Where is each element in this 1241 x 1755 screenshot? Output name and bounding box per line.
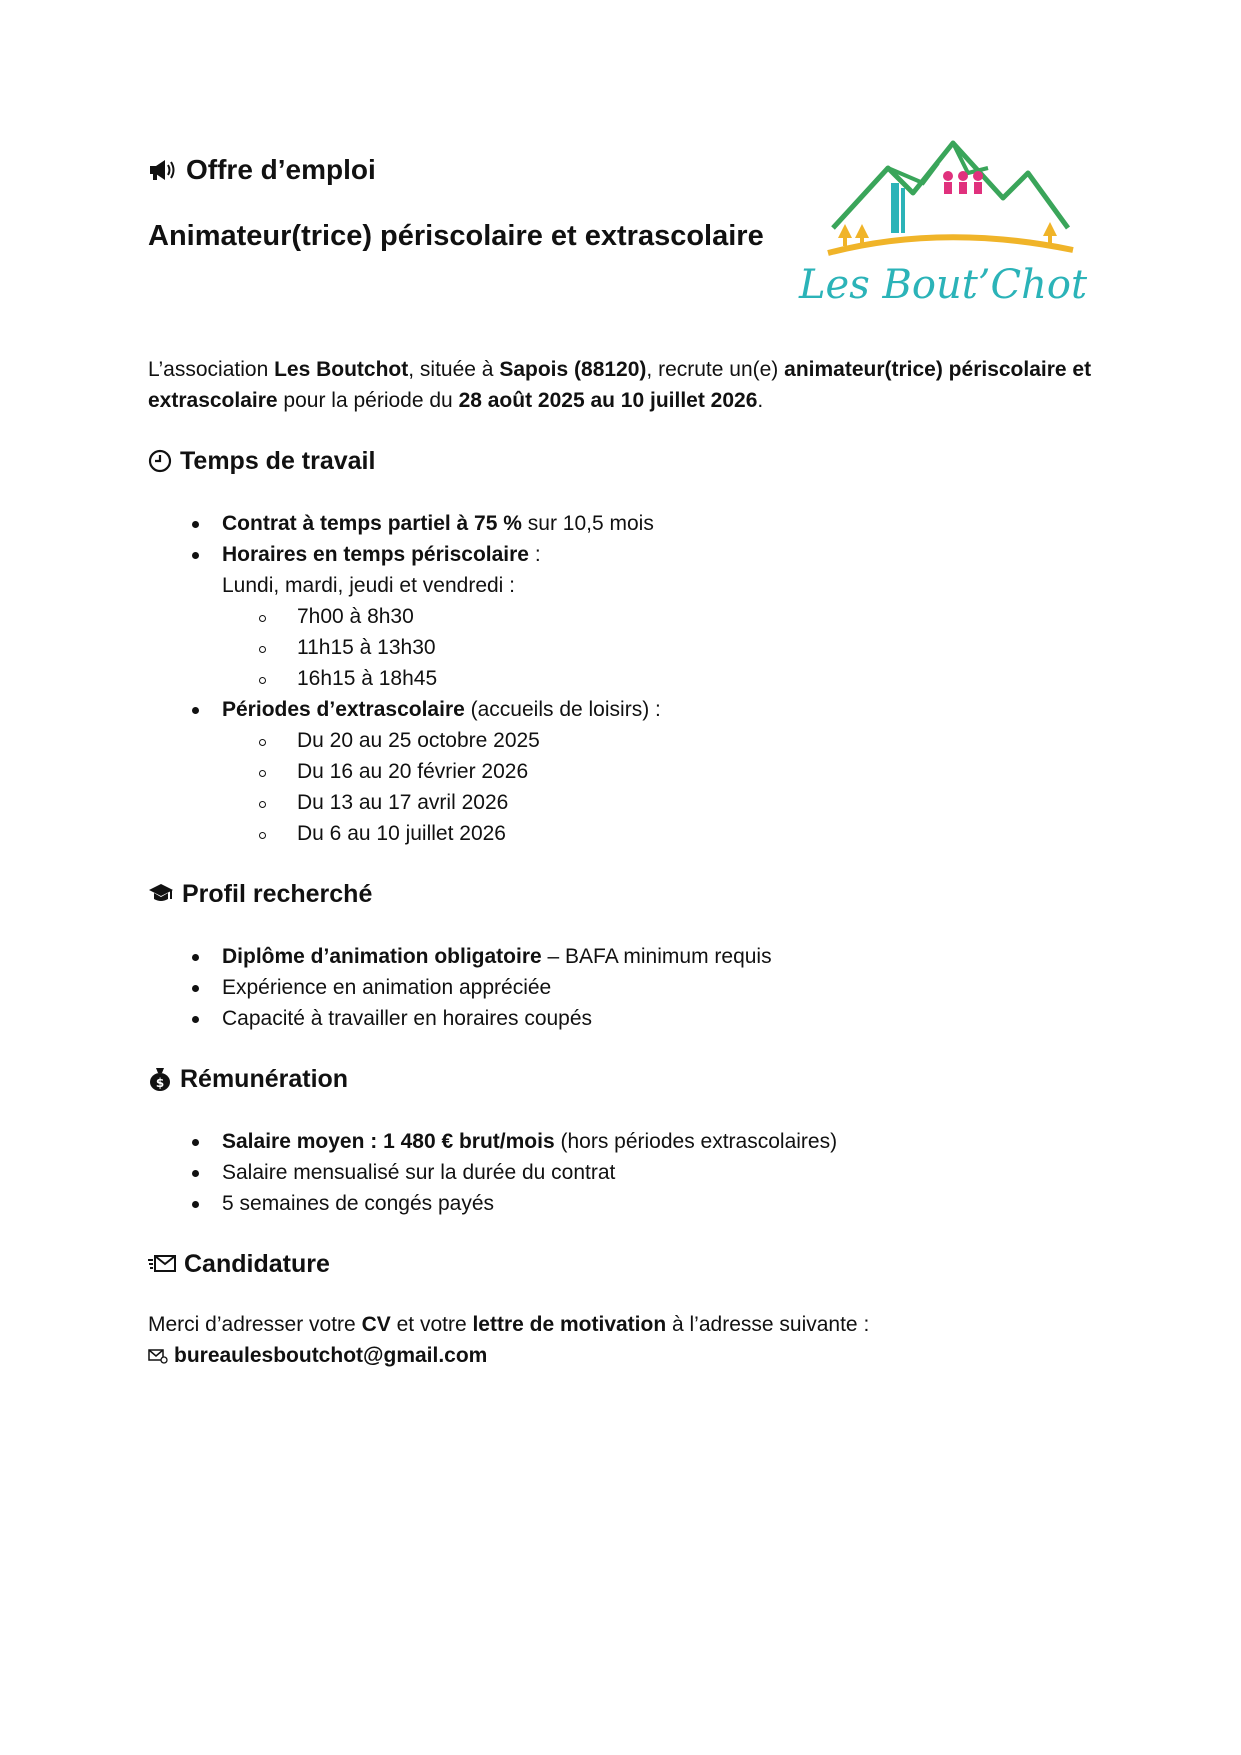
salary-text: (hors périodes extrascolaires): [554, 1130, 838, 1153]
apply-paragraph: [148, 1309, 1093, 1340]
cv-bold: CV: [361, 1313, 391, 1336]
email-line: [148, 1340, 1093, 1371]
diploma-bold: Diplôme d’animation obligatoire: [222, 945, 542, 968]
contract-bold: Contrat à temps partiel à 75 %: [222, 512, 522, 535]
pay-list: [148, 1126, 1093, 1219]
list-item: Expérience en animation appréciée: [148, 972, 1093, 1003]
period-item: Du 13 au 17 avril 2026: [222, 787, 1093, 818]
hours-item: 7h00 à 8h30: [222, 601, 1093, 632]
intro-text: , située à: [408, 358, 500, 381]
period-item: Du 20 au 25 octobre 2025: [222, 725, 1093, 756]
motivation-bold: lettre de motivation: [472, 1313, 667, 1336]
list-item: [148, 1126, 1093, 1157]
apply-text: Merci d’adresser votre: [148, 1313, 362, 1336]
days-text: Lundi, mardi, jeudi et vendredi :: [222, 574, 516, 597]
clock-icon: [148, 449, 172, 473]
intro-text: .: [757, 389, 764, 412]
section-title-text: Candidature: [184, 1249, 330, 1278]
list-item: [148, 941, 1093, 972]
intro-text: pour la période du: [277, 389, 459, 412]
association-name: Les Boutchot: [274, 358, 409, 381]
position-name: animateur(trice) périscolaire et extrascolaire: [148, 358, 1092, 412]
offer-heading: [148, 150, 798, 190]
hours-item: 16h15 à 18h45: [222, 663, 1093, 694]
intro-text: , recrute un(e): [646, 358, 785, 381]
hours-item: 11h15 à 13h30: [222, 632, 1093, 663]
contract-text: sur 10,5 mois: [521, 512, 654, 535]
email-icon: [148, 1348, 168, 1364]
period: 28 août 2025 au 10 juillet 2026: [458, 389, 758, 412]
megaphone-icon: [148, 157, 178, 183]
apply-text: à l’adresse suivante :: [666, 1313, 870, 1336]
period-item: Du 16 au 20 février 2026: [222, 756, 1093, 787]
job-offer-page: [148, 0, 1093, 1755]
periods-bold: Périodes d’extrascolaire: [222, 698, 465, 721]
periods-text: (accueils de loisirs) :: [464, 698, 661, 721]
work-time-list: [148, 508, 1093, 849]
money-bag-icon: [148, 1066, 172, 1092]
section-pay-title: [148, 1062, 1093, 1096]
section-title-text: Profil recherché: [182, 879, 373, 908]
section-profile-title: [148, 877, 1093, 911]
list-item: 5 semaines de congés payés: [148, 1188, 1093, 1219]
main-content: [148, 354, 1093, 1371]
location: Sapois (88120): [499, 358, 647, 381]
diploma-text: – BAFA minimum requis: [541, 945, 772, 968]
logo-text: Les Bout’Chot: [798, 262, 1088, 308]
list-item: [148, 694, 1093, 849]
schedule-bold: Horaires en temps périscolaire: [222, 543, 529, 566]
job-title: Animateur(trice) périscolaire et extrascolaire: [148, 220, 764, 252]
header: [148, 150, 798, 253]
svg-text:$: $: [155, 1076, 165, 1090]
list-item: [148, 508, 1093, 539]
periods-list: [222, 725, 1093, 849]
profile-list: [148, 941, 1093, 1034]
salary-bold: Salaire moyen : 1 480 € brut/mois: [222, 1130, 555, 1153]
list-item: Salaire mensualisé sur la durée du contrat: [148, 1157, 1093, 1188]
graduation-cap-icon: [148, 882, 174, 906]
les-boutchot-logo: [793, 128, 1093, 318]
section-title-text: Rémunération: [180, 1064, 349, 1093]
section-apply-title: [148, 1247, 1093, 1281]
section-title-text: Temps de travail: [180, 446, 376, 475]
offer-title: Offre d’emploi: [186, 154, 376, 185]
period-item: Du 6 au 10 juillet 2026: [222, 818, 1093, 849]
apply-text: et votre: [390, 1313, 473, 1336]
intro-paragraph: [148, 354, 1093, 416]
envelope-icon: [148, 1253, 176, 1275]
intro-text: L’association: [148, 358, 275, 381]
schedule-text: :: [528, 543, 541, 566]
email-address[interactable]: bureaulesboutchot@gmail.com: [174, 1344, 488, 1367]
section-work-time-title: [148, 444, 1093, 478]
hours-list: [222, 601, 1093, 694]
list-item: Capacité à travailler en horaires coupés: [148, 1003, 1093, 1034]
list-item: [148, 539, 1093, 694]
